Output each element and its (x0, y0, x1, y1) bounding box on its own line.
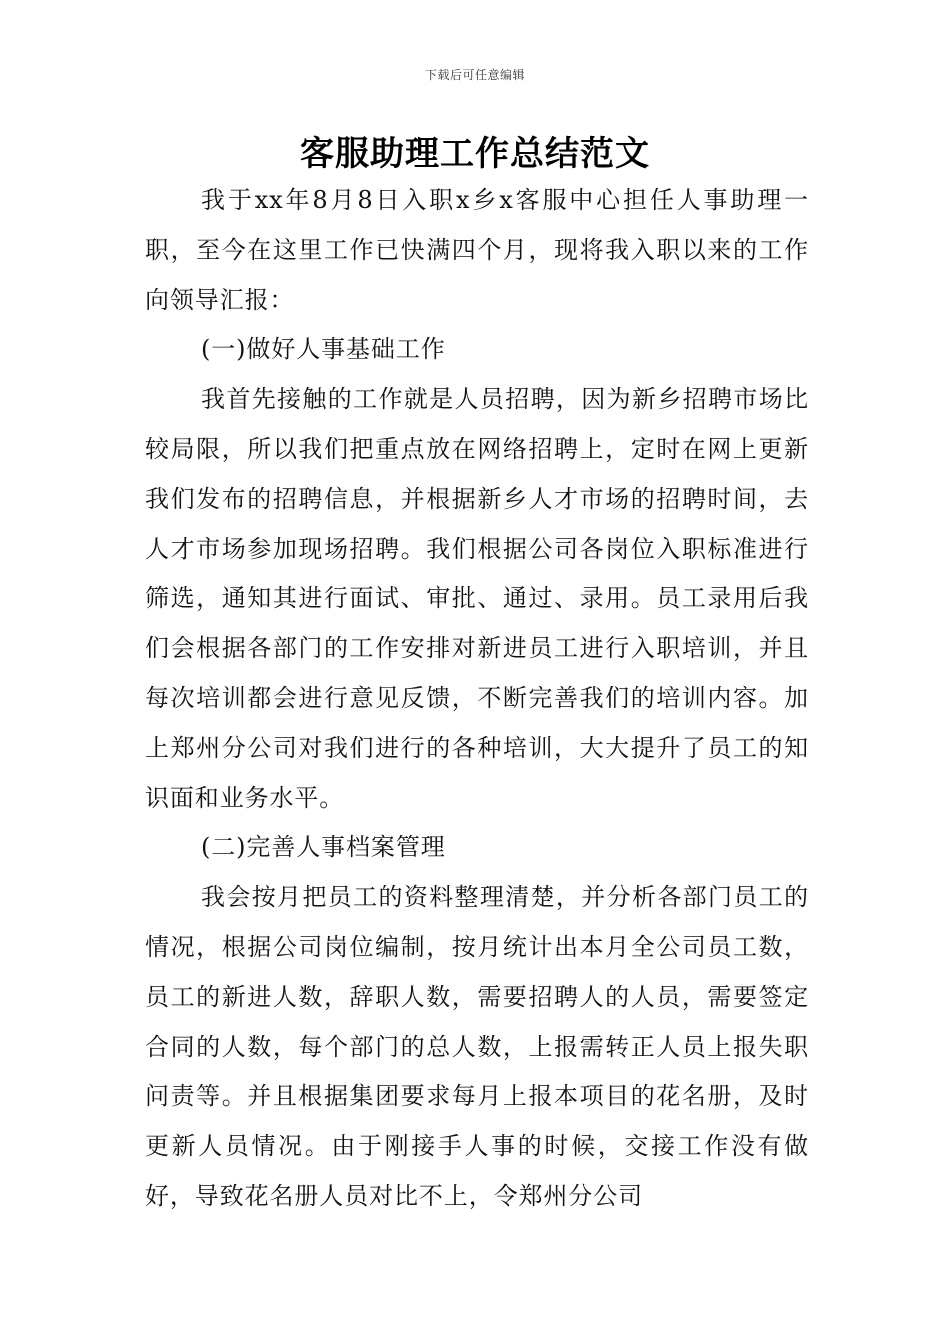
header-note: 下载后可任意编辑 (424, 68, 525, 82)
section-heading-2: (二)完善人事档案管理 (201, 833, 446, 862)
paragraph-intro: 我于xx年8月8日入职x乡x客服中心担任人事助理一职，至今在这里工作已快满四个月，现将我入职以来的工作向领导汇报： (145, 186, 809, 314)
paragraph-recruitment: 我首先接触的工作就是人员招聘，因为新乡招聘市场比较局限，所以我们把重点放在网络招聘上，定时在网上更新我们发布的招聘信息，并根据新乡人才市场的招聘时间，去人才市场参加现场招聘。我们根据公司各岗位入职标准进行筛选，通知其进行面试、审批、通过、录用。员工录用后我们会根据各部门的工作安排对新进员工进行入职培训，并且每次培训都会进行意见反馈，不断完善我们的培训内容。加上郑州分公司对我们进行的各种培训，大大提升了员工的知识面和业务水平。 (145, 385, 809, 812)
document-title: 客服助理工作总结范文 (300, 134, 650, 174)
paragraph-archives: 我会按月把员工的资料整理清楚，并分析各部门员工的情况，根据公司岗位编制，按月统计出本月全公司员工数，员工的新进人数，辞职人数，需要招聘人的人员，需要签定合同的人数，每个部门的总人数，上报需转正人员上报失职问责等。并且根据集团要求每月上报本项目的花名册，及时更新人员情况。由于刚接手人事的时候，交接工作没有做好，导致花名册人员对比不上，令郑州分公司 (145, 883, 809, 1210)
section-heading-1: (一)做好人事基础工作 (201, 335, 446, 364)
document-body (145, 176, 809, 1222)
